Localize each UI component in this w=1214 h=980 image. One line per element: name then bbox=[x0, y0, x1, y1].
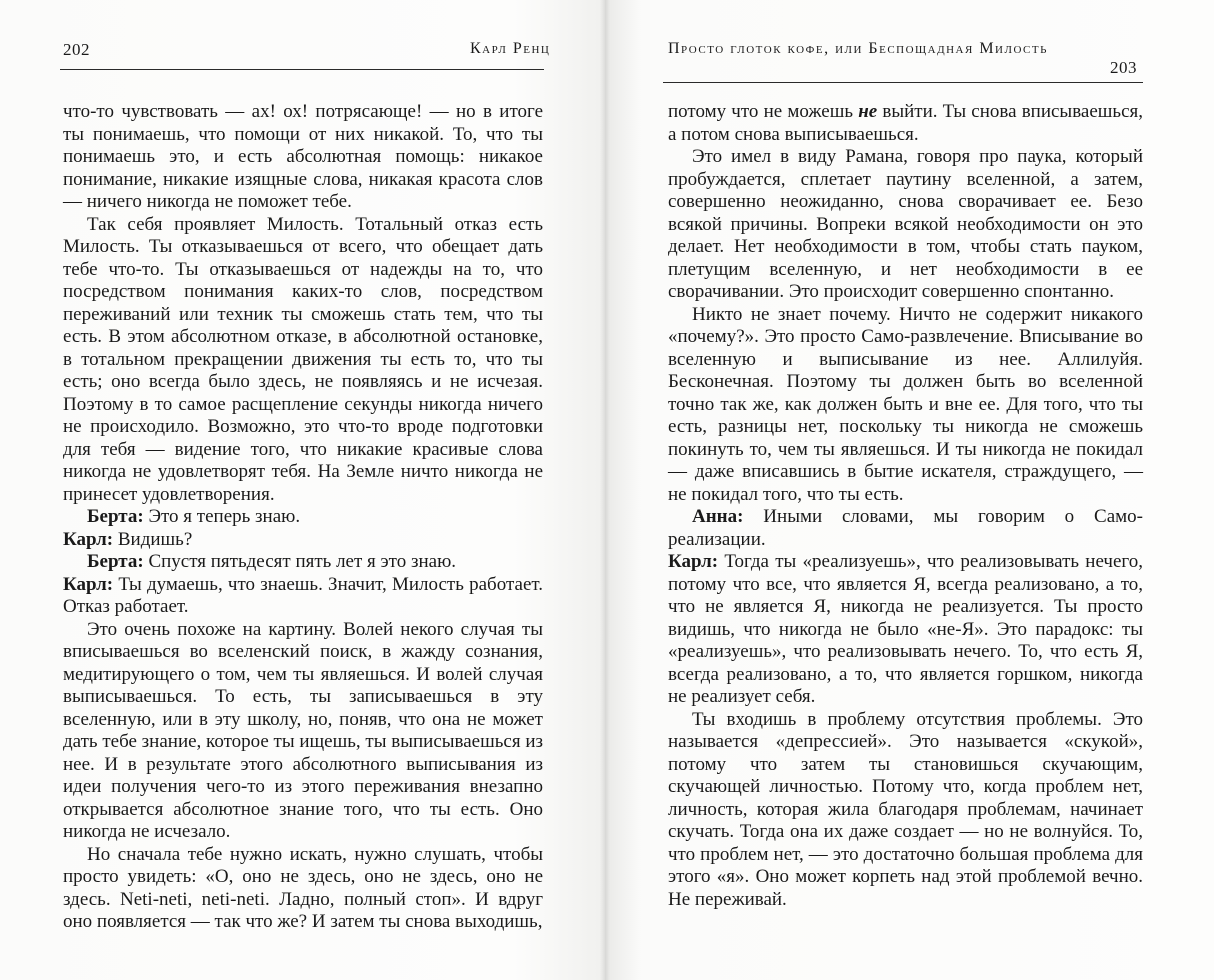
speaker-label: Берта: bbox=[87, 551, 144, 572]
speaker-label: Карл: bbox=[668, 551, 719, 572]
dialogue-line: Берта: Это я теперь знаю. bbox=[87, 506, 301, 527]
speaker-label: Карл: bbox=[63, 528, 114, 550]
left-running-head: Карл Ренц bbox=[470, 40, 551, 57]
dialogue-line: Анна: Иными словами, мы говорим о Само-реализации. bbox=[668, 506, 1143, 550]
right-page bbox=[605, 0, 1214, 980]
speaker-label: Берта: bbox=[87, 506, 144, 527]
paragraph: Это имел в виду Рамана, говоря про паука, который пробуждается, сплетает паутину вселенной, а затем, совершенно неожиданно, снова сворачивает ее. Безо всякой причины. Вопреки всякой необходимости он это делает. Нет необходимости в том, чтобы стать пауком, плетущим вселенную, и нет необходимости в ее сворачивании. Это происходит совершенно спонтанно. bbox=[668, 146, 1143, 302]
left-page bbox=[0, 0, 605, 980]
left-header-rule bbox=[60, 69, 544, 70]
dialogue-line: Карл: Тогда ты «реализуешь», что реализовывать нечего, потому что все, что является Я, всегда реализовано, а то, что не является Я, никогда не реализуется. Ты просто видишь, что никогда не было «не-Я». Это парадокс: ты «реализуешь», что реализовывать нечего. То, что есть Я, всегда реализовано, а то, что является горшком, никогда не реализует себя. bbox=[668, 551, 1143, 707]
paragraph: Ты входишь в проблему отсутствия проблемы. Это называется «депрессией». Это называется «скукой», потому что затем ты становишься скучающим, скучающей личностью. Потому что, когда проблем нет, личность, которая жила благодаря проблемам, начинает скучать. Тогда она их даже создает — но не волнуйся. То, что проблем нет, — это достаточно большая проблема для этого «я». Оно может корпеть над этой проблемой вечно. Не переживай. bbox=[668, 708, 1143, 910]
left-page-number: 202 bbox=[63, 40, 90, 59]
paragraph: Но сначала тебе нужно искать, нужно слушать, чтобы просто увидеть: «О, оно не здесь, оно не здесь, оно не здесь. Neti-neti, neti-neti. Ладно, полный стоп». И вдруг оно появляется — так что же? И затем ты снова выходишь, bbox=[63, 843, 543, 932]
book-gutter bbox=[600, 0, 610, 980]
left-page-body bbox=[63, 101, 543, 934]
speaker-label: Карл: bbox=[63, 573, 114, 595]
right-header-rule bbox=[663, 82, 1143, 83]
dialogue-line: Берта: Спустя пятьдесят пять лет я это знаю. bbox=[87, 551, 457, 572]
right-running-head: Просто глоток кофе, или Беспощадная Милость bbox=[668, 40, 1048, 57]
paragraph: Никто не знает почему. Ничто не содержит никакого «почему?». Это просто Само-развлечение. Вписывание во вселенную и выписывание из нее. Аллилуйя. Бесконечная. Поэтому ты должен быть во вселенной точно так же, как должен быть и вне ее. Для того, что ты есть, разницы нет, поскольку ты никогда не сможешь покинуть то, чем ты являешься. И ты никогда не покидал — даже вписавшись в бытие искателя, страждущего, — не покидал того, что ты есть. bbox=[668, 303, 1143, 505]
dialogue-line: Карл: Видишь? bbox=[63, 528, 193, 550]
right-page-number: 203 bbox=[1110, 58, 1137, 77]
paragraph: Это очень похоже на картину. Волей некого случая ты вписываешься во вселенский поиск, в жажду сознания, медитирующего о том, чем ты являешься. И волей случая выписываешься. То есть, ты записываешься в эту вселенную, или в эту школу, но, поняв, что она не может дать тебе знание, которое ты ищешь, ты выписываешься из нее. И в результате этого абсолютного выписывания из идеи получения чего-то из этого переживания внезапно открывается абсолютное знание того, что ты есть. Оно никогда не исчезало. bbox=[63, 618, 543, 842]
dialogue-line: Карл: Ты думаешь, что знаешь. Значит, Милость работает. Отказ работает. bbox=[63, 573, 543, 617]
right-page-body bbox=[668, 101, 1143, 911]
speaker-label: Анна: bbox=[692, 506, 744, 527]
paragraph: потому что не можешь не выйти. Ты снова вписываешься, а потом снова выписываешься. bbox=[668, 101, 1143, 145]
paragraph: что-то чувствовать — ах! ох! потрясающе! — но в итоге ты понимаешь, что помощи от них никакой. То, что ты понимаешь это, и есть абсолютная помощь: никакое понимание, никакие изящные слова, никакая красота слов — ничего никогда не поможет тебе. bbox=[63, 101, 543, 212]
paragraph: Так себя проявляет Милость. Тотальный отказ есть Милость. Ты отказываешься от всего, что обещает дать тебе что-то. Ты отказываешься от надежды на то, что посредством понимания каких-то слов, посредством переживаний или техник ты сможешь стать тем, что ты есть. В этом абсолютном отказе, в абсолютной остановке, в тотальном прекращении движения ты есть то, что ты есть; оно всегда было здесь, не появляясь и не исчезая. Поэтому в то самое расщепление секунды никогда ничего не происходило. Возможно, это что-то вроде подготовки для тебя — видение того, что никакие красивые слова никогда не удовлетворят тебя. На Земле ничто никогда не принесет удовлетворения. bbox=[63, 213, 543, 505]
emphasis: не bbox=[858, 101, 878, 122]
